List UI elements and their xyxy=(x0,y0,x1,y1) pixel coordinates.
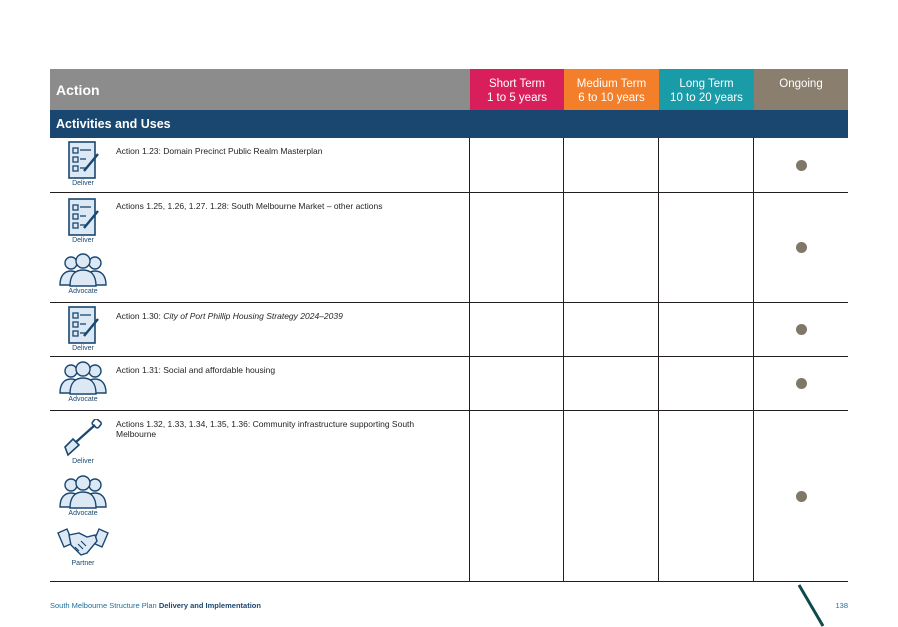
short-term-label: Short Term xyxy=(488,78,546,90)
deliver-label: Deliver xyxy=(72,180,94,187)
checklist-icon xyxy=(66,141,100,179)
action-text: Action 1.31: Social and affordable housing xyxy=(116,365,276,375)
section-title: Activities and Uses xyxy=(50,110,848,138)
long-term-label: Long Term xyxy=(679,78,734,90)
advocate-role xyxy=(58,361,108,404)
medium-term-years: 6 to 10 years xyxy=(578,92,645,104)
table-row xyxy=(50,138,848,193)
deliver-label: Deliver xyxy=(72,458,94,465)
medium-term-label: Medium Term xyxy=(576,78,647,90)
ongoing-cell xyxy=(754,193,848,302)
shovel-icon xyxy=(63,419,103,457)
table-row xyxy=(50,303,848,357)
table-header xyxy=(50,69,848,110)
action-cell xyxy=(50,303,470,356)
short-term-cell xyxy=(470,357,564,410)
action-cell xyxy=(50,193,470,302)
deliver-role xyxy=(66,306,100,353)
deliver-role xyxy=(66,198,100,245)
header-medium-term xyxy=(564,69,659,110)
handshake-icon xyxy=(57,527,109,559)
deliver-label: Deliver xyxy=(72,237,94,244)
action-text-italic: City of Port Phillip Housing Strategy 2024–2039 xyxy=(163,311,343,321)
advocate-label: Advocate xyxy=(68,288,98,295)
ongoing-label: Ongoing xyxy=(779,78,823,90)
advocate-role xyxy=(58,253,108,296)
action-text: Actions 1.25, 1.26, 1.27. 1.28: South Melbourne Market – other actions xyxy=(116,201,383,211)
action-text: Actions 1.32, 1.33, 1.34, 1.35, 1.36: Community infrastructure supporting South Melbourne xyxy=(116,419,415,439)
deliver-role xyxy=(66,141,100,188)
long-term-cell xyxy=(659,193,754,302)
people-icon xyxy=(58,253,108,287)
short-term-cell xyxy=(470,193,564,302)
footer-section: Delivery and Implementation xyxy=(158,601,261,610)
ongoing-cell xyxy=(754,138,848,192)
medium-term-cell xyxy=(564,411,659,581)
partner-role xyxy=(57,527,109,568)
header-long-term xyxy=(659,69,754,110)
header-action: Action xyxy=(50,69,470,110)
action-cell xyxy=(50,138,470,192)
long-term-years: 10 to 20 years xyxy=(670,92,743,104)
people-icon xyxy=(58,475,108,509)
medium-term-cell xyxy=(564,303,659,356)
short-term-cell xyxy=(470,303,564,356)
table-row xyxy=(50,193,848,303)
action-text: Action 1.23: Domain Precinct Public Realm Masterplan xyxy=(116,146,323,156)
short-term-cell xyxy=(470,411,564,581)
footer-document-title xyxy=(50,601,261,610)
medium-term-cell xyxy=(564,138,659,192)
medium-term-cell xyxy=(564,357,659,410)
role-icons xyxy=(50,357,116,410)
role-icons xyxy=(50,303,116,356)
action-cell xyxy=(50,411,470,581)
checklist-icon xyxy=(66,306,100,344)
ongoing-dot xyxy=(796,324,807,335)
people-icon xyxy=(58,361,108,395)
action-table xyxy=(50,69,848,582)
short-term-cell xyxy=(470,138,564,192)
table-row xyxy=(50,411,848,582)
ongoing-dot xyxy=(796,491,807,502)
checklist-icon xyxy=(66,198,100,236)
role-icons xyxy=(50,193,116,302)
long-term-cell xyxy=(659,357,754,410)
ongoing-cell xyxy=(754,303,848,356)
ongoing-dot xyxy=(796,378,807,389)
long-term-cell xyxy=(659,138,754,192)
long-term-cell xyxy=(659,303,754,356)
footer-doc-title: South Melbourne Structure Plan xyxy=(50,601,157,610)
role-icons xyxy=(50,411,116,581)
header-ongoing xyxy=(754,69,848,110)
short-term-years: 1 to 5 years xyxy=(486,92,548,104)
deliver-label: Deliver xyxy=(72,345,94,352)
medium-term-cell xyxy=(564,193,659,302)
advocate-label: Advocate xyxy=(68,396,98,403)
long-term-cell xyxy=(659,411,754,581)
role-icons xyxy=(50,138,116,192)
page-number: 138 xyxy=(835,601,848,610)
ongoing-dot xyxy=(796,160,807,171)
advocate-label: Advocate xyxy=(68,510,98,517)
ongoing-cell xyxy=(754,357,848,410)
action-text-prefix: Action 1.30: xyxy=(116,311,164,321)
action-text xyxy=(116,303,446,356)
deliver-role xyxy=(63,419,103,466)
table-row xyxy=(50,357,848,411)
advocate-role xyxy=(58,475,108,518)
ongoing-dot xyxy=(796,242,807,253)
ongoing-cell xyxy=(754,411,848,581)
action-cell xyxy=(50,357,470,410)
header-short-term xyxy=(470,69,564,110)
partner-label: Partner xyxy=(71,560,95,567)
decorative-stroke xyxy=(796,584,826,627)
